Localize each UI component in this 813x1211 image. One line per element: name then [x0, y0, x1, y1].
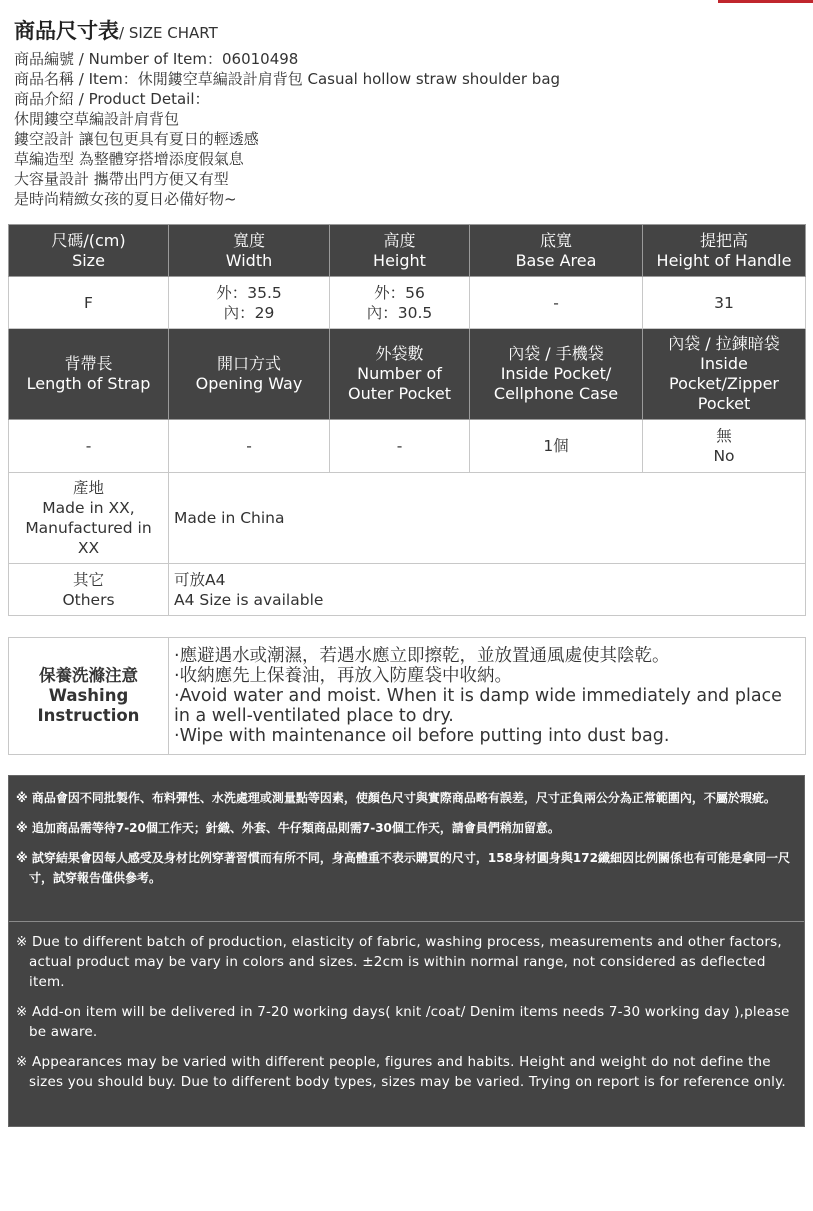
cell-size: F: [9, 277, 169, 329]
note-item: ※ Appearances may be varied with different people, figures and habits. Height and weight do not define the sizes you should buy. Due to different body types, sizes may be varied. Trying on report is for reference only.: [16, 1054, 786, 1090]
detail-line: 大容量設計 攜帶出門方便又有型: [14, 170, 229, 188]
detail-line: 鏤空設計 讓包包更具有夏日的輕透感: [14, 130, 259, 148]
page-title: 商品尺寸表/ SIZE CHART: [14, 19, 218, 43]
table-row: [9, 277, 806, 329]
detail-line: 休閒鏤空草編設計肩背包: [14, 110, 180, 128]
header-inside-pocket: 內袋 / 手機袋 Inside Pocket/ Cellphone Case: [470, 329, 643, 420]
note-item: ※ Add-on item will be delivered in 7-20 working days( knit /coat/ Denim items needs 7-30 working day ),please be aware.: [16, 1004, 790, 1040]
product-info: [14, 49, 560, 209]
table-row: [9, 420, 806, 473]
header-row: [9, 225, 806, 277]
note-item: ※ 商品會因不同批製作、布料彈性、水洗處理或測量點等因素，使顏色尺寸與實際商品略有誤差，尺寸正負兩公分為正常範圍內，不屬於瑕疵。: [16, 791, 776, 805]
header-opening-way: 開口方式 Opening Way: [169, 329, 330, 420]
note-item: ※ 追加商品需等待7-20個工作天；針織、外套、牛仔類商品則需7-30個工作天，請會員們稍加留意。: [16, 821, 560, 835]
others-value: 可放A4 A4 Size is available: [169, 564, 806, 616]
others-row: [9, 564, 806, 616]
cell-height: 外：56 內：30.5: [330, 277, 470, 329]
detail-line: 是時尚精緻女孩的夏日必備好物~: [14, 190, 237, 208]
header-handle-height: 提把高 Height of Handle: [643, 225, 806, 277]
washing-row: [9, 638, 806, 755]
header-outer-pocket: 外袋數 Number of Outer Pocket: [330, 329, 470, 420]
cell-width: 外：35.5 內：29: [169, 277, 330, 329]
washing-line: ·收納應先上保養油，再放入防塵袋中收納。: [174, 666, 513, 686]
header-zipper-pocket: 內袋 / 拉鍊暗袋 Inside Pocket/Zipper Pocket: [643, 329, 806, 420]
washing-line: ·Wipe with maintenance oil before putting into dust bag.: [174, 726, 670, 746]
origin-label: 產地 Made in XX, Manufactured in XX: [9, 473, 169, 564]
washing-line: ·應避遇水或潮濕，若遇水應立即擦乾，並放置通風處使其陰乾。: [174, 646, 670, 666]
note-item: ※ 試穿結果會因每人感受及身材比例穿著習慣而有所不同，身高體重不表示購買的尺寸，158身材圓身與172纖細因比例關係也有可能是拿同一尺寸，試穿報告僅供參考。: [16, 851, 790, 885]
cell-opening-way: -: [169, 420, 330, 473]
header-row: [9, 329, 806, 420]
header-base-area: 底寬 Base Area: [470, 225, 643, 277]
notes-divider: [9, 921, 804, 922]
note-item: ※ Due to different batch of production, elasticity of fabric, washing process, measurements and other factors, actual product may be vary in colors and sizes. ±2cm is within normal range, not considered as deflected item.: [16, 934, 782, 990]
item-number: 商品編號 / Number of Item：06010498: [14, 50, 299, 68]
detail-line: 草編造型 為整體穿搭增添度假氣息: [14, 150, 244, 168]
item-name: 商品名稱 / Item：休閒鏤空草編設計肩背包 Casual hollow straw shoulder bag: [14, 70, 561, 88]
header-size: 尺碼/(cm) Size: [9, 225, 169, 277]
cell-strap-length: -: [9, 420, 169, 473]
cell-inside-pocket: 1個: [470, 420, 643, 473]
cell-zipper-pocket: 無 No: [643, 420, 806, 473]
notes-chinese: [9, 776, 804, 888]
header-strap-length: 背帶長 Length of Strap: [9, 329, 169, 420]
washing-line: ·Avoid water and moist. When it is damp wide immediately and place in a well-ventilated place to dry.: [174, 686, 782, 726]
washing-text: [169, 638, 806, 755]
accent-bar: [718, 0, 813, 3]
others-label: 其它 Others: [9, 564, 169, 616]
size-chart-table: [8, 224, 806, 616]
header-height: 高度 Height: [330, 225, 470, 277]
washing-label: 保養洗滌注意 Washing Instruction: [9, 638, 169, 755]
origin-row: [9, 473, 806, 564]
notes-english: [16, 932, 796, 1102]
notes-panel: [8, 775, 805, 1127]
product-detail-label: 商品介紹 / Product Detail：: [14, 90, 210, 108]
cell-handle-height: 31: [643, 277, 806, 329]
washing-instruction-table: [8, 637, 806, 755]
origin-value: Made in China: [169, 473, 806, 564]
cell-base-area: -: [470, 277, 643, 329]
page-subtitle: / SIZE CHART: [119, 24, 218, 42]
cell-outer-pocket: -: [330, 420, 470, 473]
header-width: 寬度 Width: [169, 225, 330, 277]
